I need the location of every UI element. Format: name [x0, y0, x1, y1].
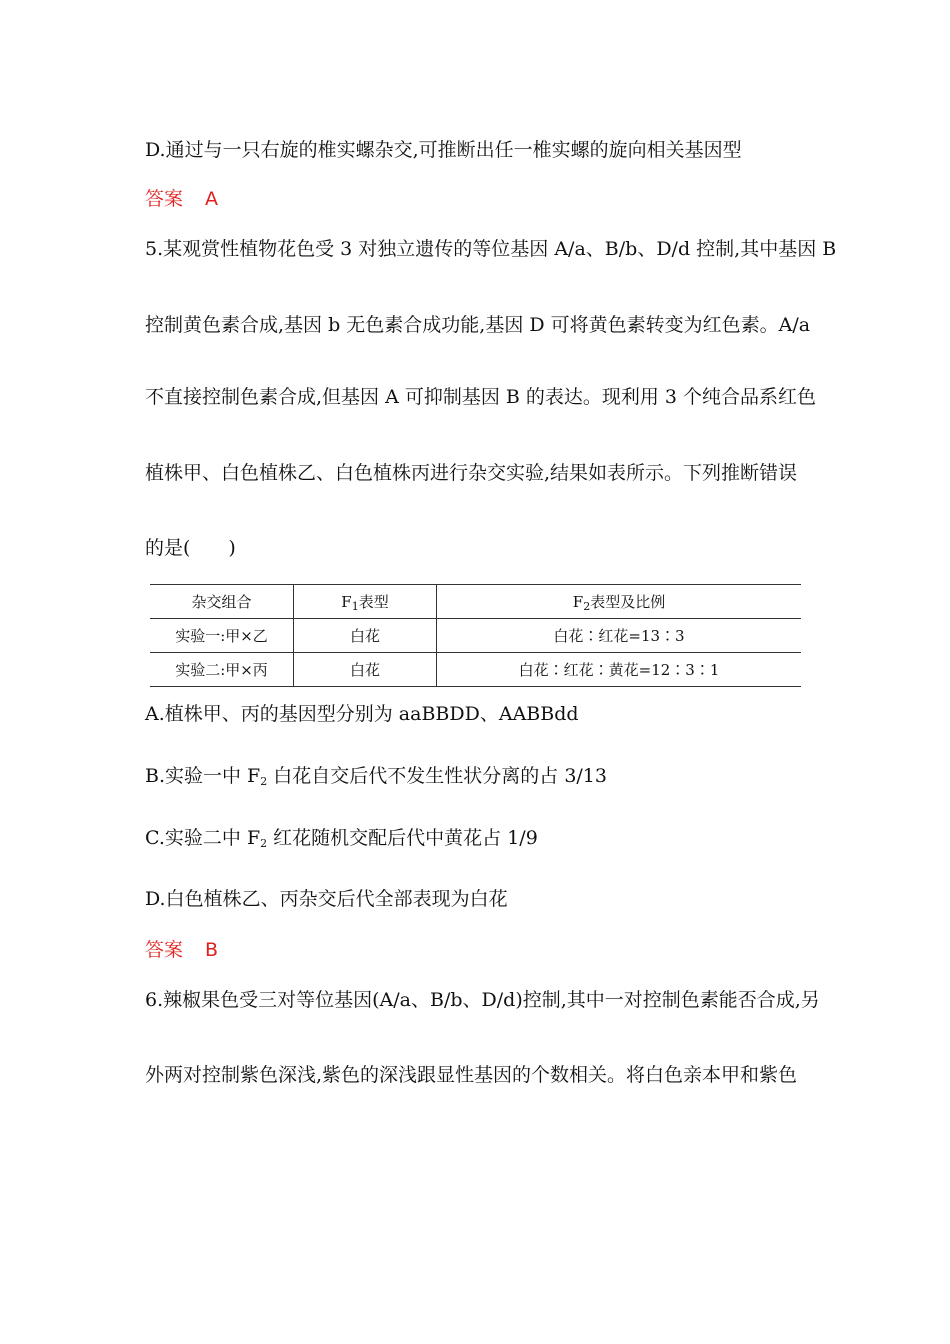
q5-stem-line-5: 的是( ): [145, 537, 236, 559]
q4-option-d: D.通过与一只右旋的椎实螺杂交,可推断出任一椎实螺的旋向相关基因型: [145, 139, 742, 161]
table-header-row: [150, 585, 801, 619]
cell-f1: 白花: [294, 619, 437, 653]
q6-stem-line-1: 6.辣椒果色受三对等位基因(A/a、B/b、D/d)控制,其中一对控制色素能否合成,另: [145, 989, 820, 1011]
q5-stem-line-3: 不直接控制色素合成,但基因 A 可抑制基因 B 的表达。现利用 3 个纯合品系红色: [145, 386, 817, 408]
cross-results-table: [150, 584, 801, 687]
q5-stem-line-2: 控制黄色素合成,基因 b 无色素合成功能,基因 D 可将黄色素转变为红色素。A/a: [145, 314, 811, 336]
answer-value: A: [205, 188, 219, 210]
q5-answer: [145, 938, 218, 962]
header-f1: $F_1$表型: [294, 585, 437, 619]
table-row: [150, 653, 801, 687]
answer-label: 答案: [145, 939, 184, 961]
q5-option-b: B.实验一中 $F_2$ 白花自交后代不发生性状分离的占 3/13: [145, 765, 607, 788]
q5-stem-line-1: 5.某观赏性植物花色受 3 对独立遗传的等位基因 A/a、B/b、D/d 控制,其中基因 B: [145, 238, 837, 260]
q5-option-c: C.实验二中 $F_2$ 红花随机交配后代中黄花占 1/9: [145, 827, 538, 850]
header-cross: 杂交组合: [191, 593, 252, 611]
cell-cross: 实验二:甲×丙: [150, 653, 294, 687]
cell-f2: 白花∶红花=13∶3: [437, 619, 802, 653]
q5-stem-line-4: 植株甲、白色植株乙、白色植株丙进行杂交实验,结果如表所示。下列推断错误: [145, 462, 798, 484]
q5-option-a: A.植株甲、丙的基因型分别为 aaBBDD、AABBdd: [145, 703, 579, 725]
answer-value: B: [205, 939, 219, 961]
q5-option-d: D.白色植株乙、丙杂交后代全部表现为白花: [145, 888, 508, 910]
answer-label: 答案: [145, 188, 184, 210]
cell-f1: 白花: [294, 653, 437, 687]
table-row: [150, 619, 801, 653]
q6-stem-line-2: 外两对控制紫色深浅,紫色的深浅跟显性基因的个数相关。将白色亲本甲和紫色: [145, 1064, 798, 1086]
cell-cross: 实验一:甲×乙: [150, 619, 294, 653]
q4-answer: [145, 187, 218, 211]
cell-f2: 白花∶红花∶黄花=12∶3∶1: [437, 653, 802, 687]
header-f2: $F_2$表型及比例: [572, 593, 666, 613]
